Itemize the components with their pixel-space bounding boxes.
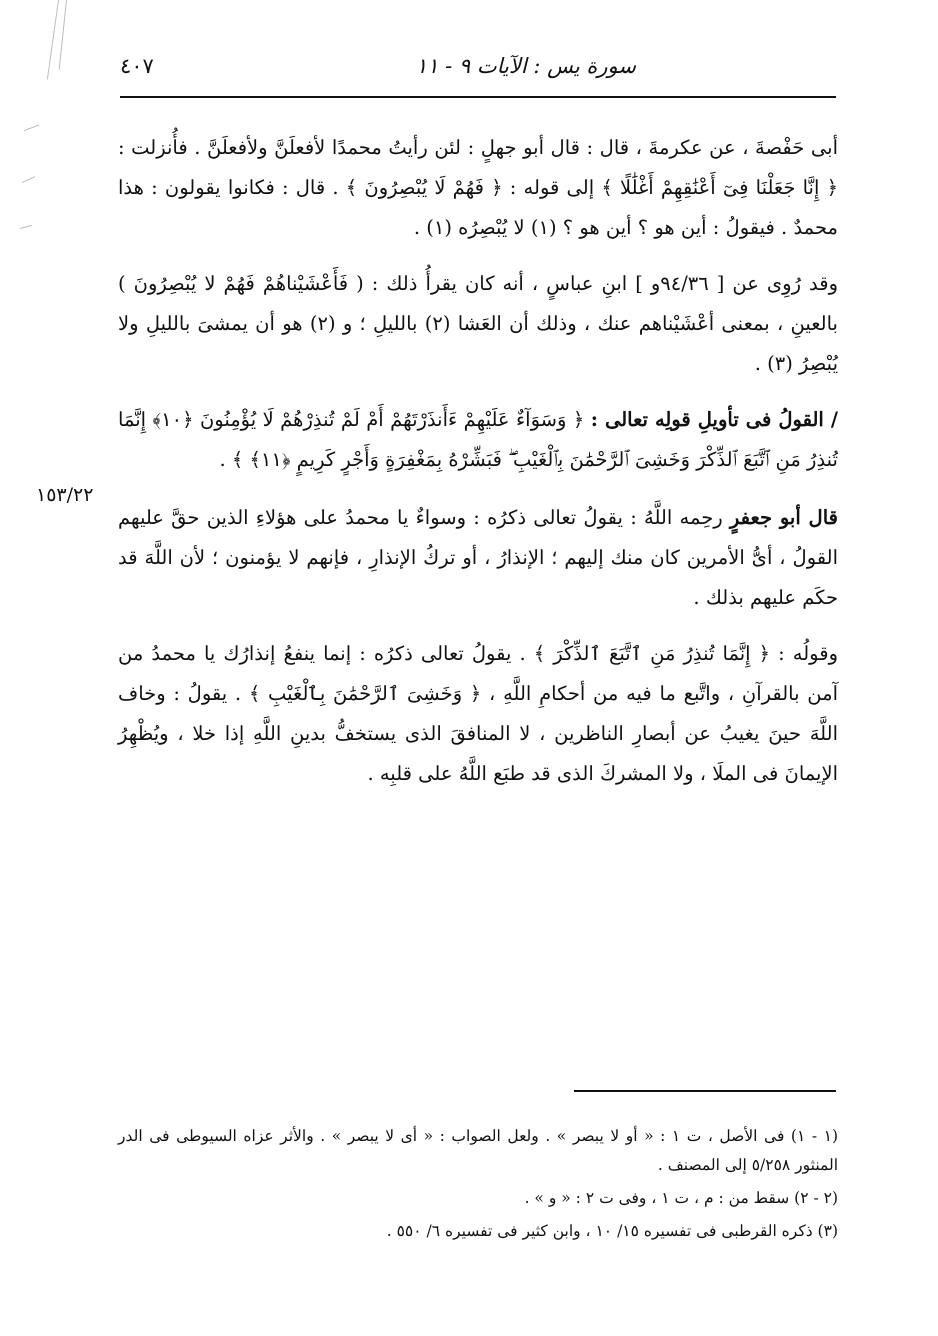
paragraph bbox=[118, 128, 838, 248]
footnote: (٣) ذكره القرطبى فى تفسيره ١٥/ ١٠ ، وابن كثير فى تفسيره ٦/ ٥٥٠ . bbox=[386, 1222, 838, 1240]
page-number: ٤٠٧ bbox=[120, 54, 154, 78]
paragraph-lead: قال أبو جعفرٍ bbox=[729, 506, 838, 529]
section-heading: / القولُ فى تأويلِ قولِه تعالى : bbox=[590, 408, 838, 431]
page-header bbox=[120, 50, 836, 90]
paragraph-text: ﴿ وَسَوَآءٌ عَلَيْهِمْ ءَأَنذَرْتَهُمْ أَمْ لَمْ تُنذِرْهُمْ لَا يُؤْمِنُونَ ﴿١٠﴾ إِنَّمَا تُنذِرُ مَنِ ٱتَّبَعَ ٱلذِّكْرَ وَخَشِىَ ٱلرَّحْمَٰنَ بِٱلْغَيْبِ ۖ فَبَشِّرْهُ بِمَغْفِرَةٍ وَأَجْرٍ كَرِيمٍ ﴿١١﴾ ﴾ . bbox=[118, 408, 838, 471]
footnote: (٢ - ٢) سقط من : م ، ت ١ ، وفى ت ٢ : « و » . bbox=[524, 1189, 838, 1207]
scan-artifact bbox=[22, 176, 35, 183]
margin-reference: ١٥٣/٢٢ bbox=[36, 484, 94, 506]
scan-artifact bbox=[47, 0, 59, 79]
paragraph bbox=[118, 498, 838, 618]
paragraph-text: رحِمه اللَّهُ : يقولُ تعالى ذكرُه : وسواءٌ يا محمدُ على هؤلاءِ الذين حقَّ عليهم القولُ ، أىُّ الأمرين كان منك إليهم ؛ الإنذارُ ، أو تركُ الإنذارِ ، فإنهم لا يؤمنون ؛ لأن اللَّهَ قد حكَم عليهم بذلك . bbox=[118, 506, 838, 609]
footnote-divider bbox=[574, 1090, 836, 1092]
page-title: سورة يس : الآيات ٩ - ١١ bbox=[415, 54, 636, 78]
paragraph-text: أبى حَفْصةَ ، عن عكرمةَ ، قال : قال أبو جهلٍ : لئن رأيتُ محمدًا لأفعلَنَّ ولأفعلَنَّ . فأُنزلت : ﴿ إِنَّا جَعَلْنَا فِىٓ أَعْنَٰقِهِمْ أَغْلَٰلًا ﴾ إلى قوله : ﴿ فَهُمْ لَا يُبْصِرُونَ ﴾ . قال : فكانوا يقولون : هذا محمدٌ . فيقولُ : أين هو ؟ أين هو ؟ (١) لا يُبْصِرُه (١) . bbox=[118, 136, 838, 239]
paragraph bbox=[118, 400, 838, 480]
scan-artifact bbox=[20, 225, 32, 229]
scan-artifact bbox=[24, 125, 39, 131]
paragraph-text: وقولُه : ﴿ إِنَّمَا تُنذِرُ مَنِ ٱتَّبَعَ ٱلذِّكْرَ ﴾ . يقولُ تعالى ذكرُه : إنما ينفعُ إنذارُك يا محمدُ من آمن بالقرآنِ ، واتَّبع ما فيه من أحكامِ اللَّهِ ، ﴿ وَخَشِىَ ٱلرَّحْمَٰنَ بِٱلْغَيْبِ ﴾ . يقولُ : وخاف اللَّهَ حينَ يغيبُ عن أبصارِ الناظرين ، لا المنافقَ الذى يستخفُّ بدينِ اللَّهِ إذا خلا ، ويُظْهِرُ الإيمانَ فى الملَا ، ولا المشركَ الذى قد طبَع اللَّهُ على قلبِه . bbox=[118, 642, 838, 785]
main-text bbox=[118, 128, 838, 810]
paragraph bbox=[118, 634, 838, 794]
scan-artifact bbox=[59, 0, 67, 70]
footnotes bbox=[118, 1122, 838, 1250]
footnote: (١ - ١) فى الأصل ، ت ١ : « أو لا يبصر » . ولعل الصواب : « أى لا يبصر » . والأثر عزاه السيوطى فى الدر المنثور ٥/٢٥٨ إلى المصنف . bbox=[118, 1127, 838, 1174]
paragraph-text: وقد رُوِى عن [ ٩٤/٣٦و ] ابنِ عباسٍ ، أنه كان يقرأُ ذلك : ( فَأَعْشَيْناهُمْ فَهُمْ لا يُبْصِرُونَ ) بالعينِ ، بمعنى أعْشَيْناهم عنك ، وذلك أن العَشا (٢) بالليلِ ؛ و (٢) هو أن يمشىَ بالليلِ ولا يُبْصِرُ (٣) . bbox=[118, 272, 838, 375]
header-divider bbox=[120, 96, 836, 98]
paragraph bbox=[118, 264, 838, 384]
